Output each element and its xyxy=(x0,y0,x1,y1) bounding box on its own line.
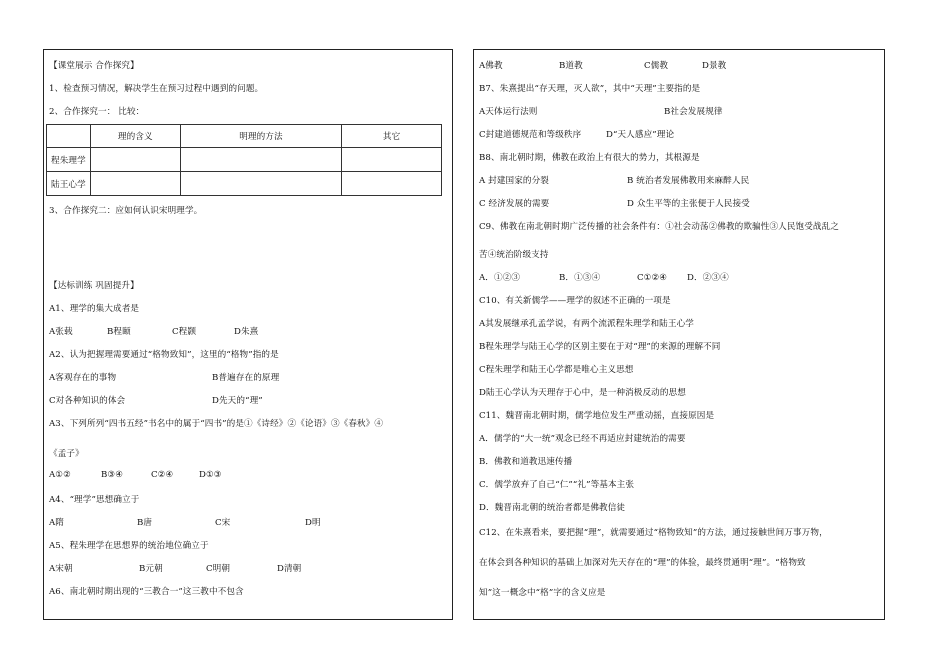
item-1-text: 1、检查预习情况，解决学生在预习过程中遇到的问题。 xyxy=(49,84,264,94)
table-header-cell: 其它 xyxy=(342,125,442,148)
option: A客观存在的事物 xyxy=(49,373,117,383)
option: A 封建国家的分裂 xyxy=(479,176,549,186)
option: D①③ xyxy=(199,470,222,480)
question-2-options-row1 xyxy=(49,371,279,383)
question-4: A4、“理学”思想确立于 xyxy=(49,495,140,505)
option: B普遍存在的原理 xyxy=(212,373,280,383)
option: A张载 xyxy=(49,327,73,337)
option: B程颐 xyxy=(107,327,131,337)
option: C①②④ xyxy=(637,273,668,283)
option: A隋 xyxy=(49,518,64,528)
option: D朱熹 xyxy=(234,327,259,337)
question-9-options xyxy=(479,271,729,283)
question-10: C10、有关新儒学——理学的叙述不正确的一项是 xyxy=(479,296,671,306)
question-5-options xyxy=(49,562,301,574)
section-title-practice: 【达标训练 巩固提升】 xyxy=(49,281,139,291)
question-12-line2: 在体会到各种知识的基础上加深对先天存在的“理”的体验，最终贯通明“理”。“格物致 xyxy=(479,558,806,568)
question-7-options-row1 xyxy=(479,105,723,117)
option: D先天的“理” xyxy=(212,396,263,406)
question-6: A6、南北朝时期出现的“三教合一”这三教中不包含 xyxy=(49,587,244,597)
table-cell xyxy=(342,148,442,172)
item-2-text: 2、合作探究一： 比较： xyxy=(49,107,145,117)
option: B 统治者发展佛教用来麻醉人民 xyxy=(627,176,750,186)
option: C②④ xyxy=(151,470,174,480)
table-header-cell: 明理的方法 xyxy=(180,125,342,148)
question-10-option-a: A其发展继承孔孟学说，有两个流派程朱理学和陆王心学 xyxy=(479,319,694,329)
question-6-options xyxy=(479,59,726,71)
option: B社会发展规律 xyxy=(664,107,723,117)
option: A宋朝 xyxy=(49,564,73,574)
question-11-option-d: D．魏晋南北朝的统治者都是佛教信徒 xyxy=(479,503,626,513)
option: C宋 xyxy=(215,518,231,528)
table-header-row xyxy=(47,125,442,148)
option: A天体运行法则 xyxy=(479,107,538,117)
question-8: B8、南北朝时期，佛教在政治上有很大的势力，其根源是 xyxy=(479,153,700,163)
option: A佛教 xyxy=(479,61,503,71)
question-2: A2、认为把握理需要通过“格物致知”，这里的“格物”指的是 xyxy=(49,350,279,360)
question-3-line1: A3、下列所列“四书五经”书名中的属于“四书”的是①《诗经》②《论语》③《春秋》④ xyxy=(49,419,384,429)
option: C封建道德规范和等级秩序 xyxy=(479,130,582,140)
table-cell xyxy=(180,172,342,196)
option: A．①②③ xyxy=(479,273,521,283)
option: D清朝 xyxy=(277,564,302,574)
table-header-cell xyxy=(47,125,91,148)
left-column-panel xyxy=(43,49,453,620)
option: D．②③④ xyxy=(687,273,729,283)
option: C对各种知识的体会 xyxy=(49,396,126,406)
table-cell xyxy=(180,148,342,172)
table-row xyxy=(47,172,442,196)
question-10-option-d: D陆王心学认为天理存于心中，是一种消极反动的思想 xyxy=(479,388,686,398)
question-11-option-b: B．佛教和道教迅速传播 xyxy=(479,457,573,467)
right-column-panel xyxy=(473,49,885,620)
option: B元朝 xyxy=(139,564,163,574)
question-11-option-a: A．儒学的“大一统”观念已经不再适应封建统治的需要 xyxy=(479,434,686,444)
question-7: B7、朱熹提出“存天理，灭人欲”，其中“天理”主要指的是 xyxy=(479,84,701,94)
question-5: A5、程朱理学在思想界的统治地位确立于 xyxy=(49,541,209,551)
option: B③④ xyxy=(101,470,124,480)
comparison-table xyxy=(46,124,442,196)
option: B道教 xyxy=(559,61,583,71)
table-row xyxy=(47,148,442,172)
question-9-line1: C9、佛教在南北朝时期广泛传播的社会条件有：①社会动荡②佛教的欺骗性③人民饱受战乱之 xyxy=(479,222,839,232)
table-header-cell: 理的含义 xyxy=(90,125,180,148)
question-12-line1: C12、在朱熹看来，要把握“理”，就需要通过“格物致知”的方法，通过接触世间万事万物， xyxy=(479,528,828,538)
table-row-label: 陆王心学 xyxy=(47,172,91,196)
question-3-line2: 《孟子》 xyxy=(49,449,84,459)
option: C程颢 xyxy=(172,327,197,337)
question-11: C11、魏晋南北朝时期，儒学地位发生严重动摇，直接原因是 xyxy=(479,411,715,421)
option: C 经济发展的需要 xyxy=(479,199,550,209)
option: D明 xyxy=(305,518,321,528)
question-3-options xyxy=(49,470,222,480)
question-12-line3: 知”这一概念中“格”字的含义应是 xyxy=(479,588,606,598)
table-cell xyxy=(342,172,442,196)
section-title-classroom: 【课堂展示 合作探究】 xyxy=(49,61,139,71)
option: D景教 xyxy=(702,61,727,71)
option: D“天人感应”理论 xyxy=(606,130,675,140)
option: C明朝 xyxy=(206,564,231,574)
table-cell xyxy=(90,148,180,172)
question-1-options xyxy=(49,325,258,337)
table-row-label: 程朱理学 xyxy=(47,148,91,172)
option: B唐 xyxy=(137,518,153,528)
question-9-line2: 苦④统治阶级支持 xyxy=(479,250,549,260)
option: A①② xyxy=(49,470,71,480)
question-4-options xyxy=(49,516,321,528)
item-3-text: 3、合作探究二：应如何认识宋明理学。 xyxy=(49,206,203,216)
option: B．①③④ xyxy=(559,273,601,283)
question-1: A1、理学的集大成者是 xyxy=(49,304,140,314)
question-11-option-c: C．儒学放弃了自己“仁”“礼”等基本主张 xyxy=(479,480,635,490)
question-8-options-row2 xyxy=(479,197,750,209)
question-10-option-c: C程朱理学和陆王心学都是唯心主义思想 xyxy=(479,365,634,375)
option: C儒教 xyxy=(644,61,669,71)
table-cell xyxy=(90,172,180,196)
question-7-options-row2 xyxy=(479,128,674,140)
question-10-option-b: B程朱理学与陆王心学的区别主要在于对“理”的来源的理解不同 xyxy=(479,342,721,352)
question-8-options-row1 xyxy=(479,174,749,186)
question-2-options-row2 xyxy=(49,394,263,406)
option: D 众生平等的主张便于人民接受 xyxy=(627,199,750,209)
